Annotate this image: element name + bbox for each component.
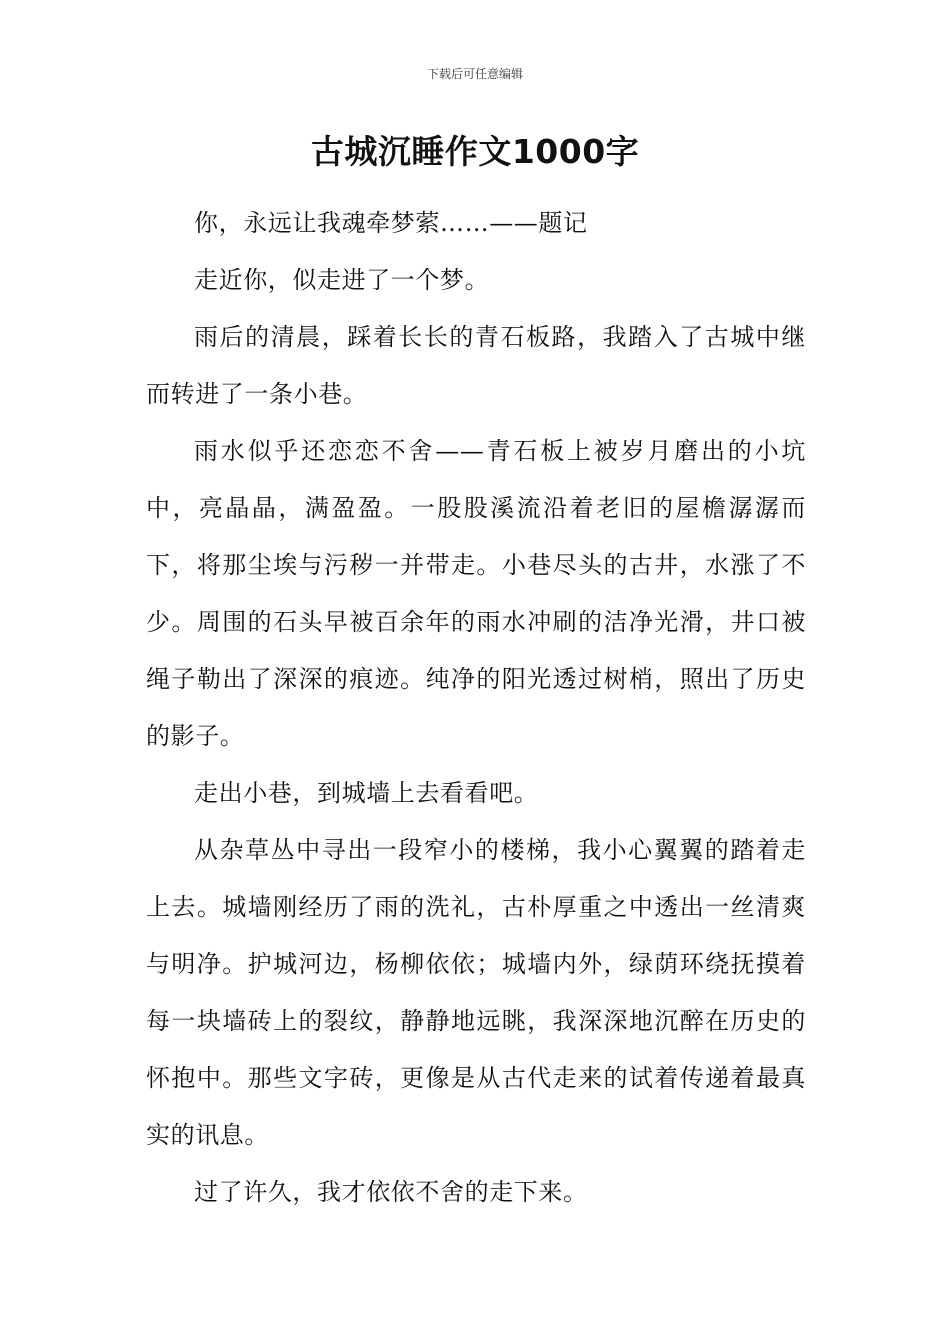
paragraph: 从杂草丛中寻出一段窄小的楼梯，我小心翼翼的踏着走上去。城墙刚经历了雨的洗礼，古朴厚重之中透出一丝清爽与明净。护城河边，杨柳依依；城墙内外，绿荫环绕抚摸着每一块墙砖上的裂纹，静静地远眺，我深深地沉醉在历史的怀抱中。那些文字砖，更像是从古代走来的试着传递着最真实的讯息。: [146, 836, 806, 1149]
paragraph: 雨水似乎还恋恋不舍——青石板上被岁月磨出的小坑中，亮晶晶，满盈盈。一股股溪流沿着老旧的屋檐潺潺而下，将那尘埃与污秽一并带走。小巷尽头的古井，水涨了不少。周围的石头早被百余年的雨水冲刷的洁净光滑，井口被绳子勒出了深深的痕迹。纯净的阳光透过树梢，照出了历史的影子。: [146, 437, 806, 750]
paragraph-epigraph: 你，永远让我魂牵梦萦……——题记: [194, 209, 588, 237]
article-body: [146, 195, 806, 1221]
page-title: 古城沉睡作文1000字: [310, 132, 640, 171]
paragraph: 过了许久，我才依依不舍的走下来。: [194, 1178, 588, 1206]
paragraph: 走出小巷，到城墙上去看看吧。: [194, 779, 539, 807]
header-note: 下载后可任意编辑: [426, 67, 523, 81]
paragraph: 雨后的清晨，踩着长长的青石板路，我踏入了古城中继而转进了一条小巷。: [146, 323, 806, 408]
paragraph: 走近你，似走进了一个梦。: [194, 266, 490, 294]
